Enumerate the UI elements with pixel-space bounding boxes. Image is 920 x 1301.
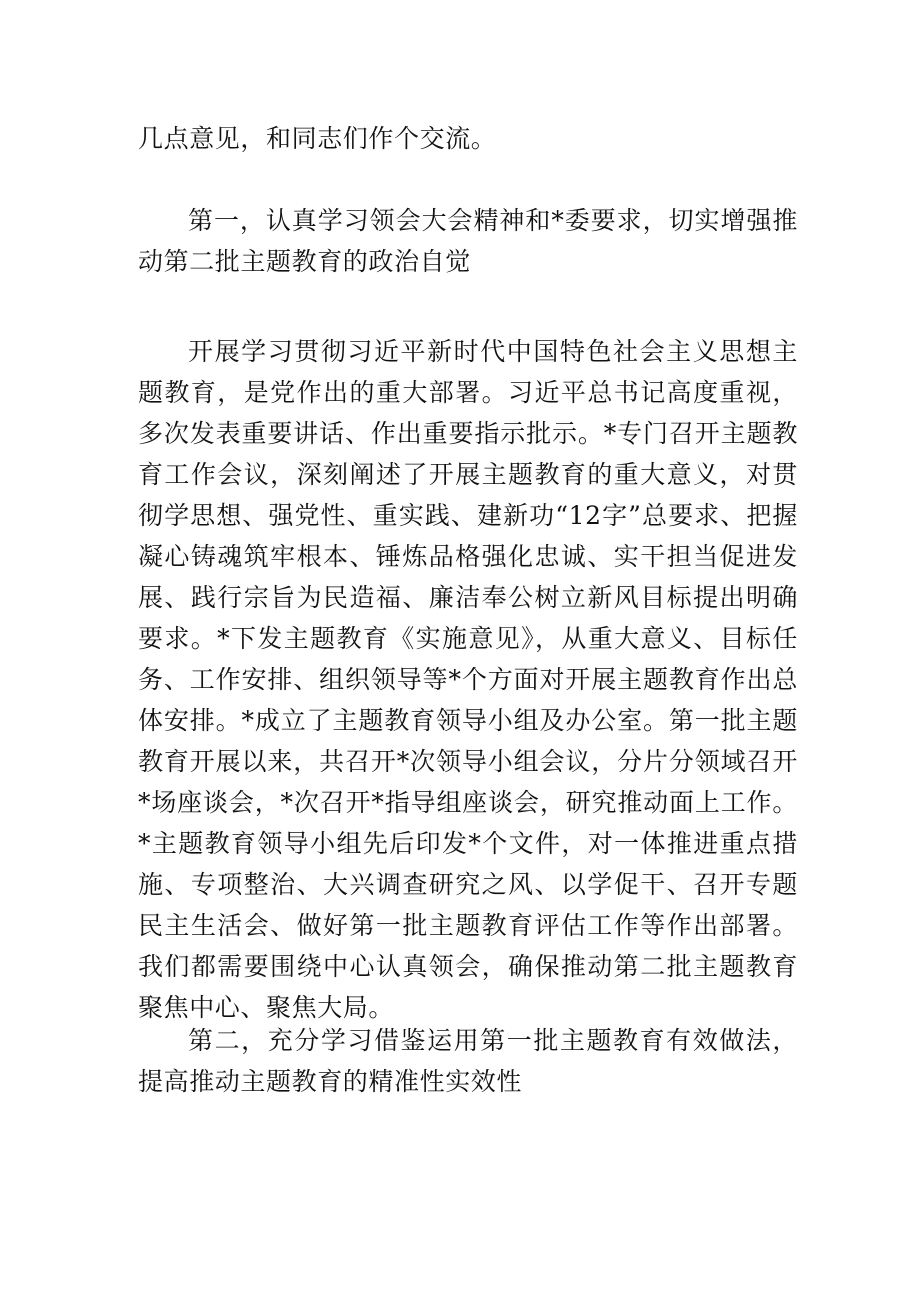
section-heading-2: 第二，充分学习借鉴运用第一批主题教育有效做法，提高推动主题教育的精准性实效性: [138, 1026, 798, 1096]
paragraph-intro: 几点意见，和同志们作个交流。: [138, 124, 497, 153]
body-paragraph-1: 开展学习贯彻习近平新时代中国特色社会主义思想主题教育，是党作出的重大部署。习近平总书记高度重视，多次发表重要讲话、作出重要指示批示。*专门召开主题教育工作会议，深刻阐述了开展主题教育的重大意义，对贯彻学思想、强党性、重实践、建新功“12字”总要求、把握凝心铸魂筑牢根本、锤炼品格强化忠诚、实干担当促进发展、践行宗旨为民造福、廉洁奉公树立新风目标提出明确要求。*下发主题教育《实施意见》，从重大意义、目标任务、工作安排、组织领导等*个方面对开展主题教育作出总体安排。*成立了主题教育领导小组及办公室。第一批主题教育开展以来，共召开*次领导小组会议，分片分领域召开*场座谈会，*次召开*指导组座谈会，研究推动面上工作。*主题教育领导小组先后印发*个文件，对一体推进重点措施、专项整治、大兴调查研究之风、以学促干、召开专题民主生活会、做好第一批主题教育评估工作等作出部署。我们都需要围绕中心认真领会，确保推动第二批主题教育聚焦中心、聚焦大局。: [138, 337, 798, 1022]
section-heading-1: 第一，认真学习领会大会精神和*委要求，切实增强推动第二批主题教育的政治自觉: [138, 206, 798, 276]
heading-second: [138, 1020, 798, 1102]
body-first: [138, 331, 798, 1028]
intro-line: [138, 118, 798, 159]
heading-first: [138, 200, 798, 282]
